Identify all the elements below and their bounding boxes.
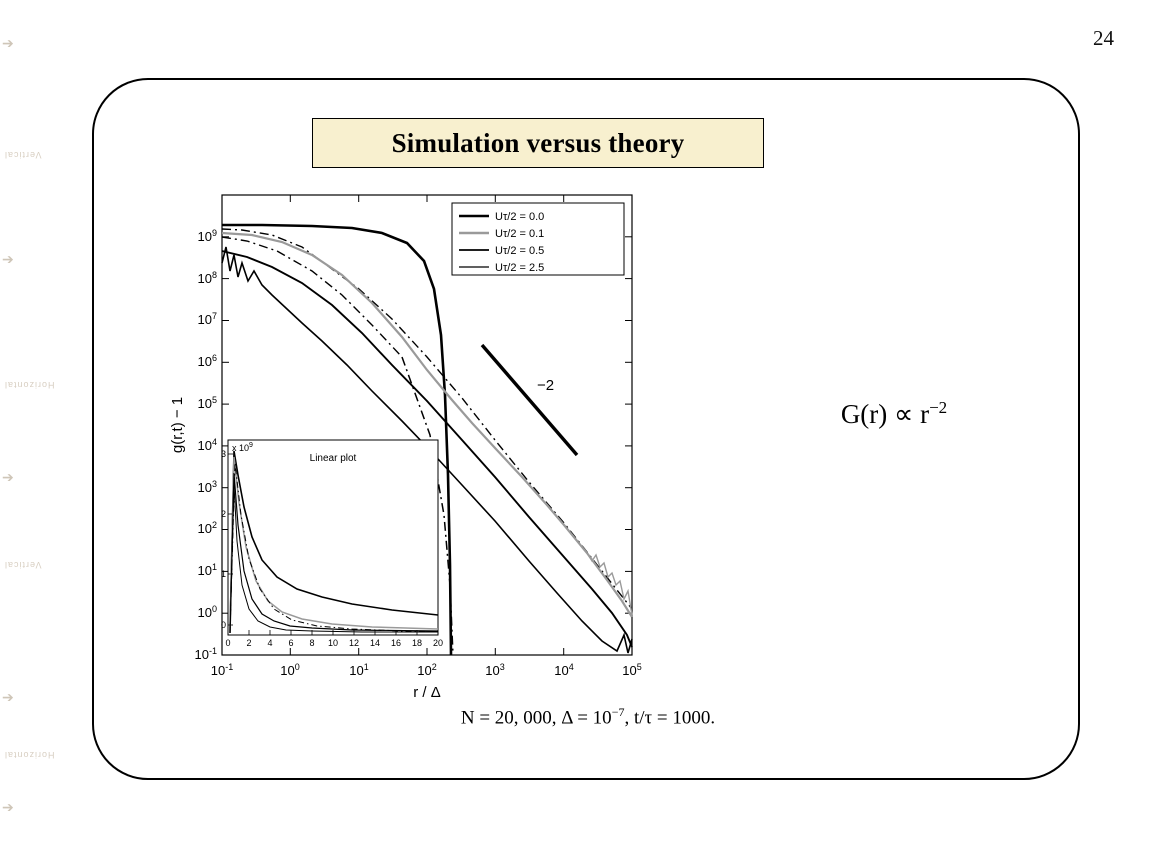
caption-delta-exponent: −7 (611, 705, 625, 719)
svg-text:101: $10^1$ (349, 662, 369, 678)
svg-text:14: 14 (369, 638, 381, 648)
svg-text:109: $10^9$ (197, 228, 217, 244)
svg-text:105: $10^5$ (622, 662, 642, 678)
legend-label-3: Uτ/2 = 2.5 (495, 262, 545, 274)
svg-text:103: $10^3$ (485, 662, 505, 678)
arrow-icon: ➔ (2, 471, 14, 486)
legend-label-1: Uτ/2 = 0.1 (495, 228, 545, 240)
svg-text:0: 0 (225, 638, 231, 648)
arrow-icon: ➔ (2, 37, 14, 52)
caption-delta: Δ = 10 (561, 707, 612, 729)
svg-text:8: 8 (309, 638, 315, 648)
caption-n: N = 20, 000, (460, 707, 557, 729)
svg-text:104: $10^4$ (197, 437, 217, 453)
slide-title: Simulation versus theory (391, 127, 685, 158)
svg-text:106: $10^6$ (197, 353, 217, 369)
svg-text:105: $10^5$ (197, 395, 217, 411)
svg-text:20: 20 (432, 638, 444, 648)
slide-caption (94, 705, 1082, 729)
figure-svg (162, 185, 662, 745)
y-axis-label: g(r,t) − 1 (169, 396, 186, 454)
arrow-icon: ➔ (2, 253, 14, 268)
page-number: 24 (1093, 26, 1114, 50)
svg-text:10-1: $10^{-1}$ (210, 662, 234, 678)
svg-text:2: 2 (246, 638, 252, 648)
legend-label-0: Uτ/2 = 0.0 (495, 211, 545, 223)
svg-text:102: $10^2$ (197, 520, 217, 536)
svg-text:0: 0 (220, 620, 226, 630)
svg-text:4: 4 (267, 638, 273, 648)
svg-text:10: 10 (327, 638, 339, 648)
x-axis-tick-labels (211, 662, 642, 678)
inset-linear-plot (221, 440, 443, 648)
scan-artifact-text: Vertical (4, 560, 42, 570)
slope-annotation: −2 (537, 377, 555, 394)
svg-text:100: $10^0$ (280, 662, 300, 678)
arrow-icon: ➔ (2, 801, 14, 816)
slide-frame (92, 78, 1080, 780)
svg-text:100: $10^0$ (197, 604, 217, 620)
svg-text:10-1: $10^{-1}$ (194, 646, 217, 662)
svg-text:18: 18 (411, 638, 423, 648)
slide-title-box (312, 118, 764, 168)
svg-text:104: $10^4$ (554, 662, 574, 678)
scan-artifact-text: Vertical (4, 150, 42, 160)
svg-text:103: $10^3$ (197, 479, 217, 495)
svg-text:6: 6 (288, 638, 294, 648)
svg-text:108: $10^8$ (197, 270, 217, 286)
y-axis-tick-labels (195, 228, 217, 662)
svg-text:16: 16 (390, 638, 402, 648)
x-axis-label: r / Δ (413, 684, 441, 701)
inset-y-scale-label: x $10^9$ (232, 442, 253, 453)
svg-text:107: $10^7$ (197, 311, 217, 327)
scan-artifact-text: Horizontal (4, 380, 55, 390)
legend (452, 203, 624, 275)
proportionality-formula (744, 398, 1044, 430)
arrow-icon: ➔ (2, 691, 14, 706)
scan-artifact-text: Horizontal (4, 750, 55, 760)
inset-title: Linear plot (309, 453, 357, 464)
svg-text:1: 1 (220, 569, 226, 579)
caption-time: , t/τ = 1000. (624, 707, 716, 729)
figure-loglog-correlation (162, 185, 662, 745)
legend-label-2: Uτ/2 = 0.5 (495, 245, 545, 257)
formula-text: G(r) ∝ r (840, 399, 930, 429)
formula-exponent: −2 (929, 398, 948, 417)
svg-text:12: 12 (348, 638, 360, 648)
scan-artifacts (0, 0, 60, 848)
svg-text:102: $10^2$ (417, 662, 437, 678)
svg-text:101: $10^1$ (197, 562, 217, 578)
svg-text:2: 2 (220, 509, 226, 519)
svg-text:3: 3 (220, 449, 226, 459)
